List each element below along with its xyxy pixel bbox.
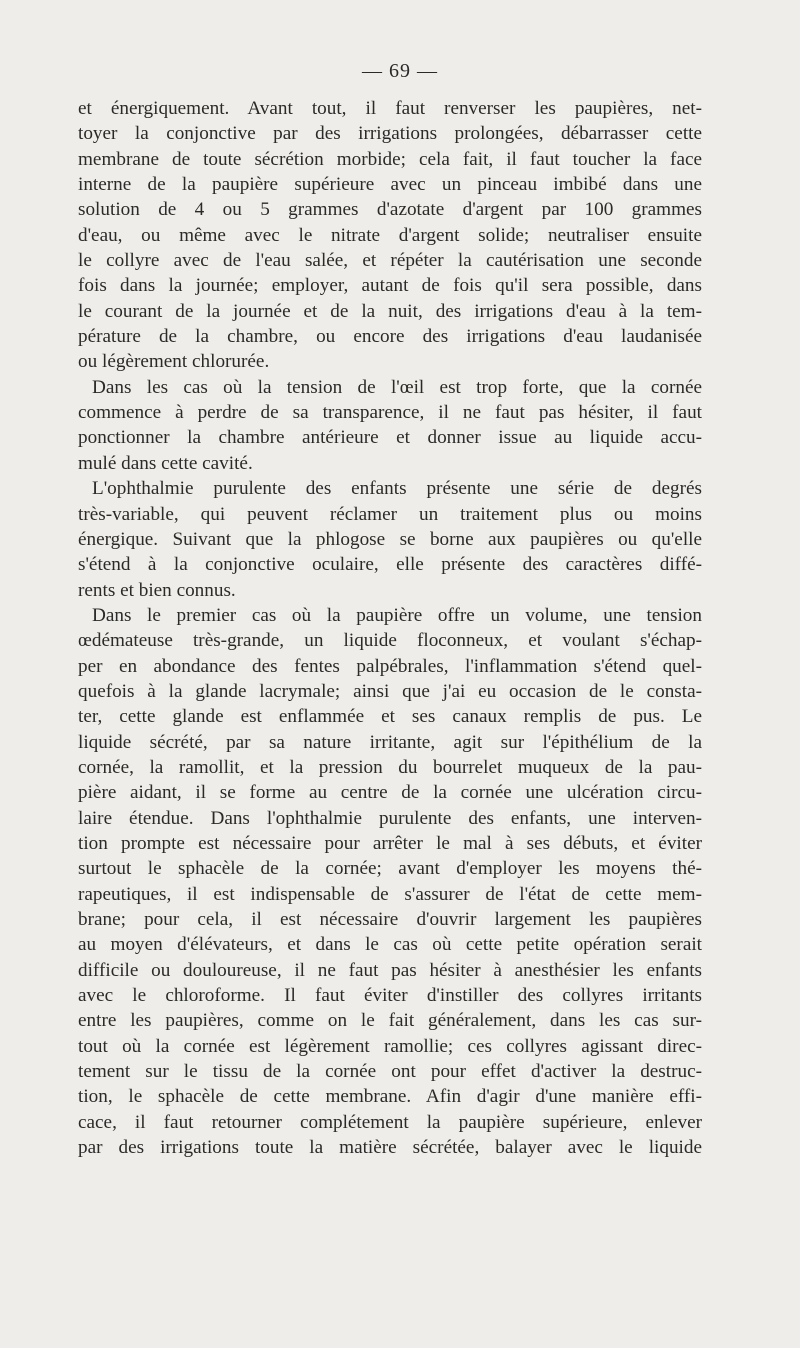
text-line: Dans les cas où la tension de l'œil est trop forte, que la cornée: [92, 376, 702, 398]
text-line: énergique. Suivant que la phlogose se borne aux paupières ou qu'elle: [78, 528, 702, 550]
text-line: œdémateuse très-grande, un liquide floconneux, et voulant s'échap-: [78, 630, 702, 652]
text-line: tion, le sphacèle de cette membrane. Afin d'agir d'une manière effi-: [78, 1086, 702, 1108]
text-line: par des irrigations toute la matière sécrétée, balayer avec le liquide: [78, 1137, 702, 1159]
text-line: cace, il faut retourner complétement la paupière supérieure, enlever: [78, 1111, 702, 1133]
text-line: commence à perdre de sa transparence, il ne faut pas hésiter, il faut: [78, 402, 702, 424]
text-line: s'étend à la conjonctive oculaire, elle présente des caractères diffé-: [78, 554, 702, 576]
text-line: liquide sécrété, par sa nature irritante, agit sur l'épithélium de la: [78, 731, 702, 753]
text-line: le collyre avec de l'eau salée, et répéter la cautérisation une seconde: [78, 250, 702, 272]
text-line: L'ophthalmie purulente des enfants présente une série de degrés: [92, 478, 702, 500]
body-text: [78, 96, 702, 1160]
text-line: ou légèrement chlorurée.: [78, 351, 270, 373]
text-line: le courant de la journée et de la nuit, des irrigations d'eau à la tem-: [78, 300, 702, 322]
text-line: difficile ou douloureuse, il ne faut pas hésiter à anesthésier les enfants: [78, 959, 702, 981]
text-line: et énergiquement. Avant tout, il faut renverser les paupières, net-: [78, 98, 702, 119]
text-line: avec le chloroforme. Il faut éviter d'instiller des collyres irritants: [78, 985, 702, 1007]
text-line: tion prompte est nécessaire pour arrêter le mal à ses débuts, et éviter: [78, 832, 702, 854]
text-line: ponctionner la chambre antérieure et donner issue au liquide accu-: [78, 427, 702, 449]
text-line: membrane de toute sécrétion morbide; cela fait, il faut toucher la face: [78, 148, 702, 170]
text-line: laire étendue. Dans l'ophthalmie purulente des enfants, une interven-: [78, 807, 702, 829]
text-line: très-variable, qui peuvent réclamer un traitement plus ou moins: [78, 503, 702, 525]
text-line: Dans le premier cas où la paupière offre un volume, une tension: [92, 604, 702, 626]
text-line: cornée, la ramollit, et la pression du bourrelet muqueux de la pau-: [78, 756, 702, 778]
text-line: mulé dans cette cavité.: [78, 452, 253, 474]
text-line: pière aidant, il se forme au centre de la cornée une ulcération circu-: [78, 782, 702, 804]
text-line: rapeutiques, il est indispensable de s'assurer de l'état de cette mem-: [78, 883, 702, 905]
text-line: d'eau, ou même avec le nitrate d'argent solide; neutraliser ensuite: [78, 224, 702, 246]
text-line: per en abondance des fentes palpébrales, l'inflammation s'étend quel-: [78, 655, 702, 677]
text-line: surtout le sphacèle de la cornée; avant d'employer les moyens thé-: [78, 858, 702, 880]
text-line: brane; pour cela, il est nécessaire d'ouvrir largement les paupières: [78, 909, 702, 930]
text-line: tout où la cornée est légèrement ramollie; ces collyres agissant direc-: [78, 1035, 702, 1057]
text-line: fois dans la journée; employer, autant de fois qu'il sera possible, dans: [78, 275, 702, 297]
text-line: entre les paupières, comme on le fait généralement, dans les cas sur-: [78, 1010, 702, 1032]
text-line: quefois à la glande lacrymale; ainsi que j'ai eu occasion de le consta-: [78, 680, 702, 702]
text-line: solution de 4 ou 5 grammes d'azotate d'argent par 100 grammes: [78, 199, 702, 221]
text-line: pérature de la chambre, ou encore des irrigations d'eau laudanisée: [78, 326, 702, 348]
text-line: au moyen d'élévateurs, et dans le cas où cette petite opération serait: [78, 934, 702, 956]
text-line: interne de la paupière supérieure avec un pinceau imbibé dans une: [78, 174, 702, 196]
page-number: — 69 —: [362, 60, 438, 82]
text-line: rents et bien connus.: [78, 579, 236, 601]
text-line: toyer la conjonctive par des irrigations prolongées, débarrasser cette: [78, 123, 702, 145]
text-line: ter, cette glande est enflammée et ses canaux remplis de pus. Le: [78, 706, 702, 728]
text-line: tement sur le tissu de la cornée ont pour effet d'activer la destruc-: [78, 1061, 702, 1083]
